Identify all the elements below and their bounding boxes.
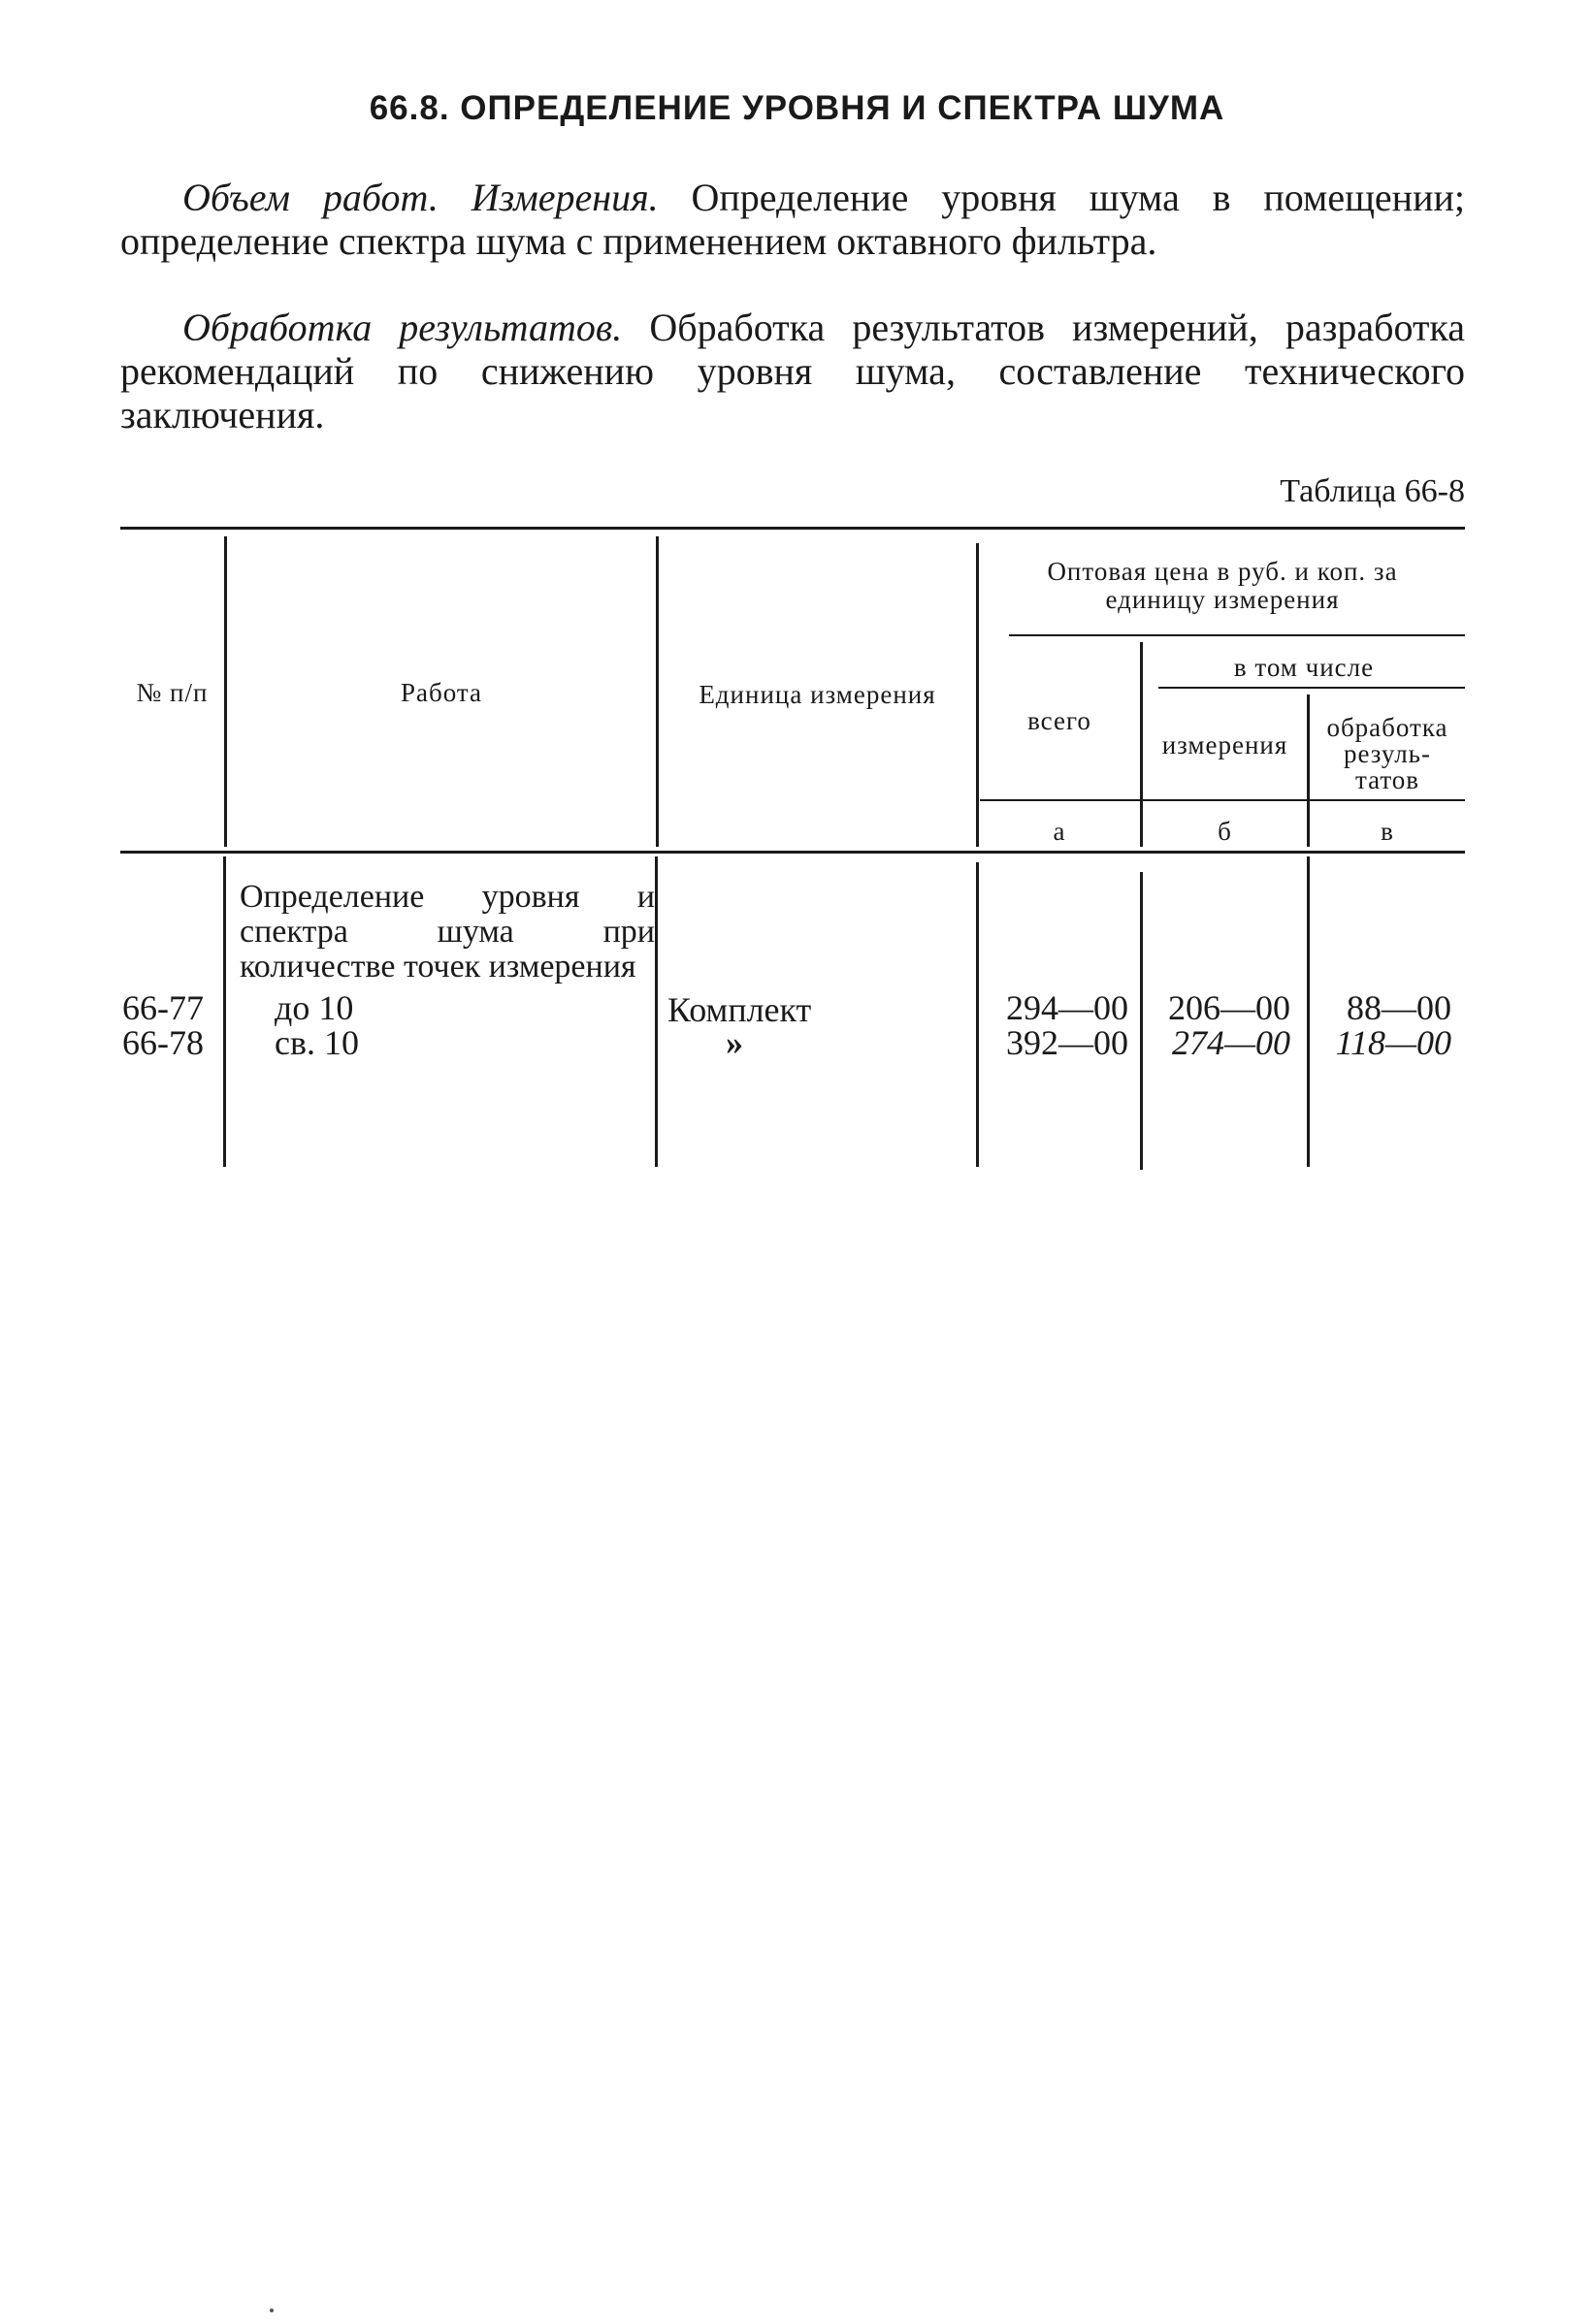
subheader-rule [980, 799, 1465, 801]
header-col-v: в [1381, 817, 1394, 846]
row-2-work: св. 10 [275, 1023, 359, 1062]
header-price-group: Оптовая цена в руб. и коп. за единицу измерения [1047, 557, 1398, 614]
header-measurement: измерения [1161, 730, 1288, 759]
row-2-num: 66-78 [122, 1023, 204, 1062]
scan-speck [270, 2308, 274, 2312]
row-1-total: 294—00 [1006, 988, 1128, 1027]
scope-paragraph [120, 176, 1465, 263]
row-2-total: 392—00 [1006, 1023, 1128, 1062]
processing-paragraph [120, 306, 1465, 436]
header-processing: обработка резуль-татов [1326, 713, 1448, 794]
work-description: Определение уровня и спектра шума при количестве точек измерения [240, 879, 655, 984]
scope-text: Определение уровня шума в помещении; определение спектра шума с применением октавного фильтра. [120, 176, 1466, 263]
processing-label: Обработка результатов. [182, 306, 623, 349]
header-num: № п/п [136, 678, 209, 707]
row-1-num: 66-77 [122, 988, 204, 1027]
row-2-processing: 118—00 [1335, 1023, 1451, 1062]
table-top-rule [120, 527, 1465, 530]
body-divider-num [223, 856, 226, 1167]
row-1-measurement: 206—00 [1168, 988, 1290, 1027]
header-col-a: а [1053, 817, 1066, 846]
header-total: всего [1027, 706, 1091, 735]
body-divider-total [1140, 872, 1143, 1170]
header-col-b: б [1218, 817, 1232, 846]
body-divider-work [655, 856, 658, 1167]
header-unit: Единица измерения [699, 680, 936, 709]
section-title: 66.8. ОПРЕДЕЛЕНИЕ УРОВНЯ И СПЕКТРА ШУМА [369, 89, 1225, 127]
scope-label: Объем работ. [182, 176, 439, 219]
price-group-rule [1009, 634, 1465, 636]
header-work: Работа [401, 678, 482, 707]
body-divider-measurement [1307, 856, 1310, 1167]
header-bottom-rule [120, 851, 1465, 854]
body-divider-unit [976, 862, 979, 1167]
scope-sublabel: Измерения. [471, 176, 659, 219]
header-including: в том числе [1233, 653, 1375, 682]
processing-text: Обработка результатов измерений, разработка рекомендаций по снижению уровня шума, составление технического заключения. [120, 306, 1466, 436]
row-1-processing: 88—00 [1347, 988, 1451, 1027]
row-2-unit: » [726, 1023, 743, 1062]
row-1-unit: Комплект [667, 990, 812, 1029]
row-1-work: до 10 [275, 988, 354, 1027]
row-2-measurement: 274—00 [1171, 1023, 1290, 1062]
including-rule [1158, 687, 1465, 689]
col-divider-unit [976, 543, 979, 847]
table-caption: Таблица 66-8 [1280, 473, 1465, 509]
